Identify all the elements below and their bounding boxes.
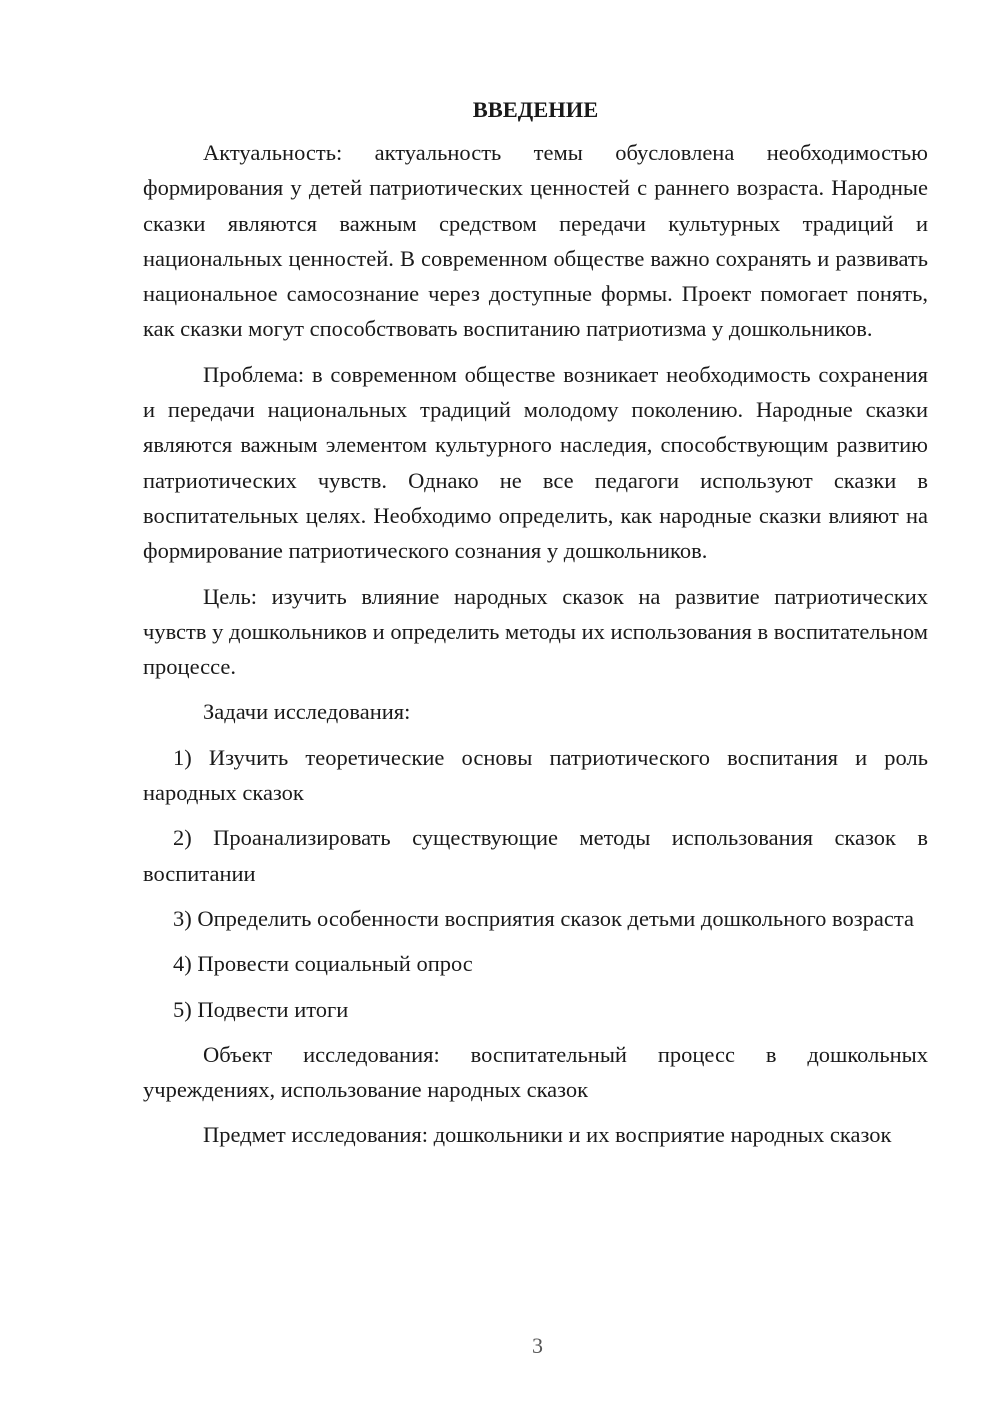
page-number: 3 (532, 1333, 543, 1358)
task-item-3: 3) Определить особенности восприятия сказок детьми дошкольного возраста (173, 905, 914, 931)
section-title: ВВЕДЕНИЕ (472, 97, 599, 122)
tasks-list (143, 740, 928, 1027)
object-paragraph: Объект исследования: воспитательный процесс в дошкольных учреждениях, использование народных сказок (143, 1041, 928, 1103)
task-item-1: 1) Изучить теоретические основы патриотического воспитания и роль народных сказок (143, 744, 928, 806)
page-content (143, 95, 928, 1163)
problem-paragraph: Проблема: в современном обществе возникает необходимость сохранения и передачи национальных традиций молодому поколению. Народные сказки являются важным элементом культурного наследия, способствующим развитию патриотических чувств. Однако не все педагоги используют сказки в воспитательных целях. Необходимо определить, как народные сказки влияют на формирование патриотического сознания у дошкольников. (143, 361, 928, 564)
relevance-paragraph: Актуальность: актуальность темы обусловлена необходимостью формирования у детей патриотических ценностей с раннего возраста. Народные сказки являются важным средством передачи культурных традиций и национальных ценностей. В современном обществе важно сохранять и развивать национальное самосознание через доступные формы. Проект помогает понять, как сказки могут способствовать воспитанию патриотизма у дошкольников. (143, 140, 928, 342)
task-item-4: 4) Провести социальный опрос (173, 951, 473, 977)
tasks-heading: Задачи исследования: (203, 699, 411, 725)
subject-paragraph: Предмет исследования: дошкольники и их восприятие народных сказок (203, 1122, 892, 1148)
task-item-5: 5) Подвести итоги (173, 996, 349, 1022)
goal-paragraph: Цель: изучить влияние народных сказок на развитие патриотических чувств у дошкольников и определить методы их использования в воспитательном процессе. (143, 583, 928, 680)
task-item-2: 2) Проанализировать существующие методы использования сказок в воспитании (143, 825, 928, 886)
